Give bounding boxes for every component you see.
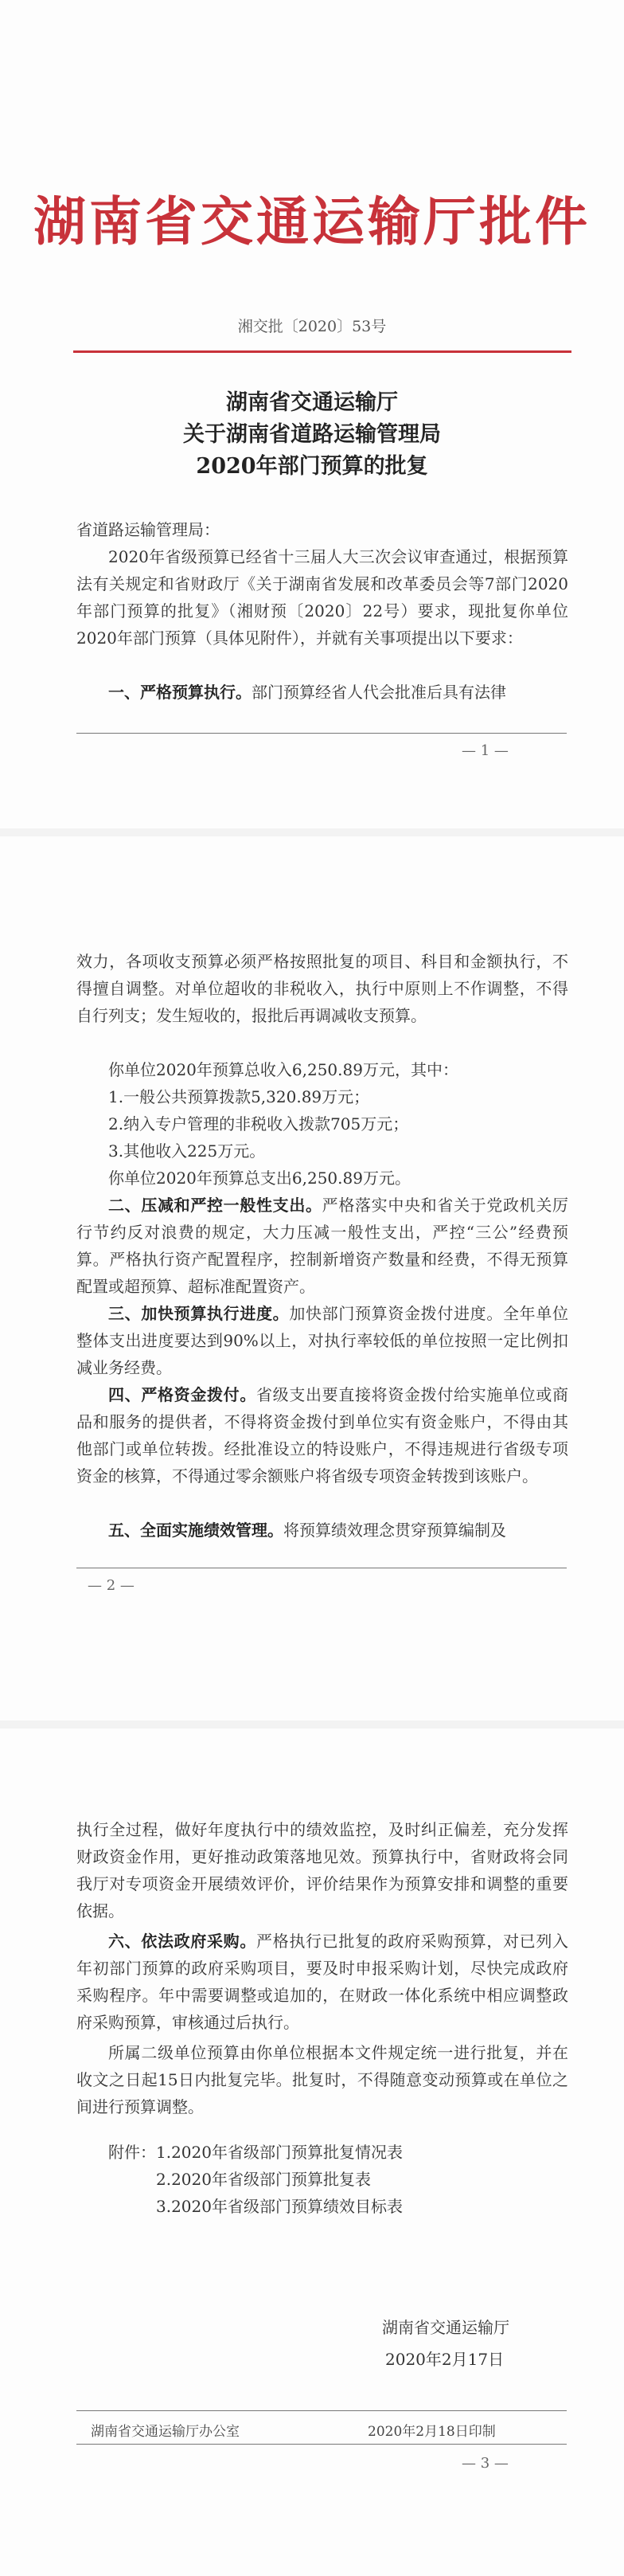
footer-issuing-office: 湖南省交通运输厅办公室 (91, 2424, 240, 2440)
footer-rule-top (76, 2410, 567, 2411)
page-number-1: — 1 — (462, 742, 509, 759)
section-4-paragraph (76, 1381, 568, 1490)
section-6-text: 严格执行已批复的政府采购预算，对已列入年初部门预算的政府采购项目，要及时申报采购计划，尽快完成政府采购程序。年中需要调整或追加的，在财政一体化系统中相应调整政府采购预算，审核通过后执行。 (76, 1932, 568, 2032)
section-2-paragraph (76, 1192, 568, 1300)
section-1-heading: 一、严格预算执行。 (108, 683, 252, 702)
expense-total: 你单位2020年预算总支出6,250.89万元。 (108, 1169, 411, 1188)
income-item-2: 2.纳入专户管理的非税收入拨款705万元； (108, 1114, 409, 1133)
footer-rule-bottom (76, 2444, 567, 2445)
salutation: 省道路运输管理局： (76, 520, 220, 539)
section-4-text: 省级支出要直接将资金拨付给实施单位或商品和服务的提供者，不得将资金拨付到单位实有资金账户，不得由其他部门或单位转拨。经批准设立的特设账户，不得违规进行省级专项资金的核算，不得通过零余额账户将省级专项资金转拨到该账户。 (76, 1385, 568, 1486)
document-title-line-2: 关于湖南省道路运输管理局 (183, 422, 441, 447)
document-page-3 (0, 1728, 624, 2576)
section-1-text-continued: 效力，各项收支预算必须严格按照批复的项目、科目和金额执行，不得擅自调整。对单位超收的非税收入，执行中原则上不作调整，不得自行列支；发生短收的，报批后再调减收支预算。 (76, 952, 568, 1025)
section-6-heading: 六、依法政府采购。 (108, 1932, 256, 1951)
section-5-text-start: 将预算绩效理念贯穿预算编制及 (283, 1521, 506, 1540)
document-page-1 (0, 0, 624, 828)
document-page-2 (0, 836, 624, 1721)
document-number: 湘交批〔2020〕53号 (237, 318, 387, 335)
signature-organization: 湖南省交通运输厅 (382, 2318, 509, 2337)
document-title-line-1: 湖南省交通运输厅 (226, 390, 398, 415)
intro-paragraph: 2020年省级预算已经省十三届人大三次会议审查通过，根据预算法有关规定和省财政厅《关于湖南省发展和改革委员会等7部门2020年部门预算的批复》（湘财预〔2020〕22号）要求，现批复你单位2020年部门预算（具体见附件），并就有关事项提出以下要求： (76, 547, 568, 648)
footer-print-date: 2020年2月18日印制 (368, 2424, 496, 2440)
attachment-item-3: 3.2020年省级部门预算绩效目标表 (156, 2197, 403, 2216)
page-number-3: — 3 — (462, 2455, 509, 2472)
income-total: 你单位2020年预算总收入6,250.89万元，其中： (108, 1060, 458, 1079)
section-5-heading: 五、全面实施绩效管理。 (108, 1521, 283, 1540)
section-1-text-start: 部门预算经省人代会批准后具有法律 (252, 683, 506, 702)
page-rule (76, 733, 567, 734)
section-2-text: 严格落实中央和省关于党政机关厉行节约反对浪费的规定，大力压减一般性支出，严控“三公”经费预算。严格执行资产配置程序，控制新增资产数量和经费，不得无预算配置或超预算、超标准配置资产。 (76, 1196, 569, 1296)
closing-paragraph: 所属二级单位预算由你单位根据本文件规定统一进行批复，并在收文之日起15日内批复完毕。批复时，不得随意变动预算或在单位之间进行预算调整。 (76, 2043, 568, 2116)
signature-date: 2020年2月17日 (385, 2350, 505, 2369)
page-number-2: — 2 — (88, 1577, 135, 1594)
section-3-heading: 三、加快预算执行进度。 (108, 1304, 290, 1323)
section-3-text: 加快部门预算资金拨付进度。全年单位整体支出进度要达到90%以上，对执行率较低的单位按照一定比例扣减业务经费。 (76, 1304, 569, 1377)
attachment-item-1: 1.2020年省级部门预算批复情况表 (156, 2143, 403, 2162)
section-6-paragraph (76, 1928, 568, 2036)
section-4-heading: 四、严格资金拨付。 (108, 1385, 256, 1404)
income-item-3: 3.其他收入225万元。 (108, 1141, 266, 1161)
attachments-label: 附件： (108, 2143, 156, 2162)
section-1-paragraph-start (76, 679, 568, 706)
attachment-item-2: 2.2020年省级部门预算批复表 (156, 2170, 371, 2189)
masthead-divider (73, 350, 571, 353)
section-5-text-continued: 执行全过程，做好年度执行中的绩效监控，及时纠正偏差，充分发挥财政资金作用，更好推动政策落地见效。预算执行中，省财政将会同我厅对专项资金开展绩效评价，评价结果作为预算安排和调整的重要依据。 (76, 1820, 568, 1920)
income-item-1: 1.一般公共预算拨款5,320.89万元； (108, 1087, 370, 1106)
section-5-paragraph-start (76, 1517, 568, 1544)
section-3-paragraph (76, 1300, 568, 1381)
document-title-line-3: 2020年部门预算的批复 (196, 454, 428, 479)
section-2-heading: 二、压减和严控一般性支出。 (108, 1196, 322, 1215)
document-masthead: 湖南省交通运输厅批件 (33, 191, 591, 253)
